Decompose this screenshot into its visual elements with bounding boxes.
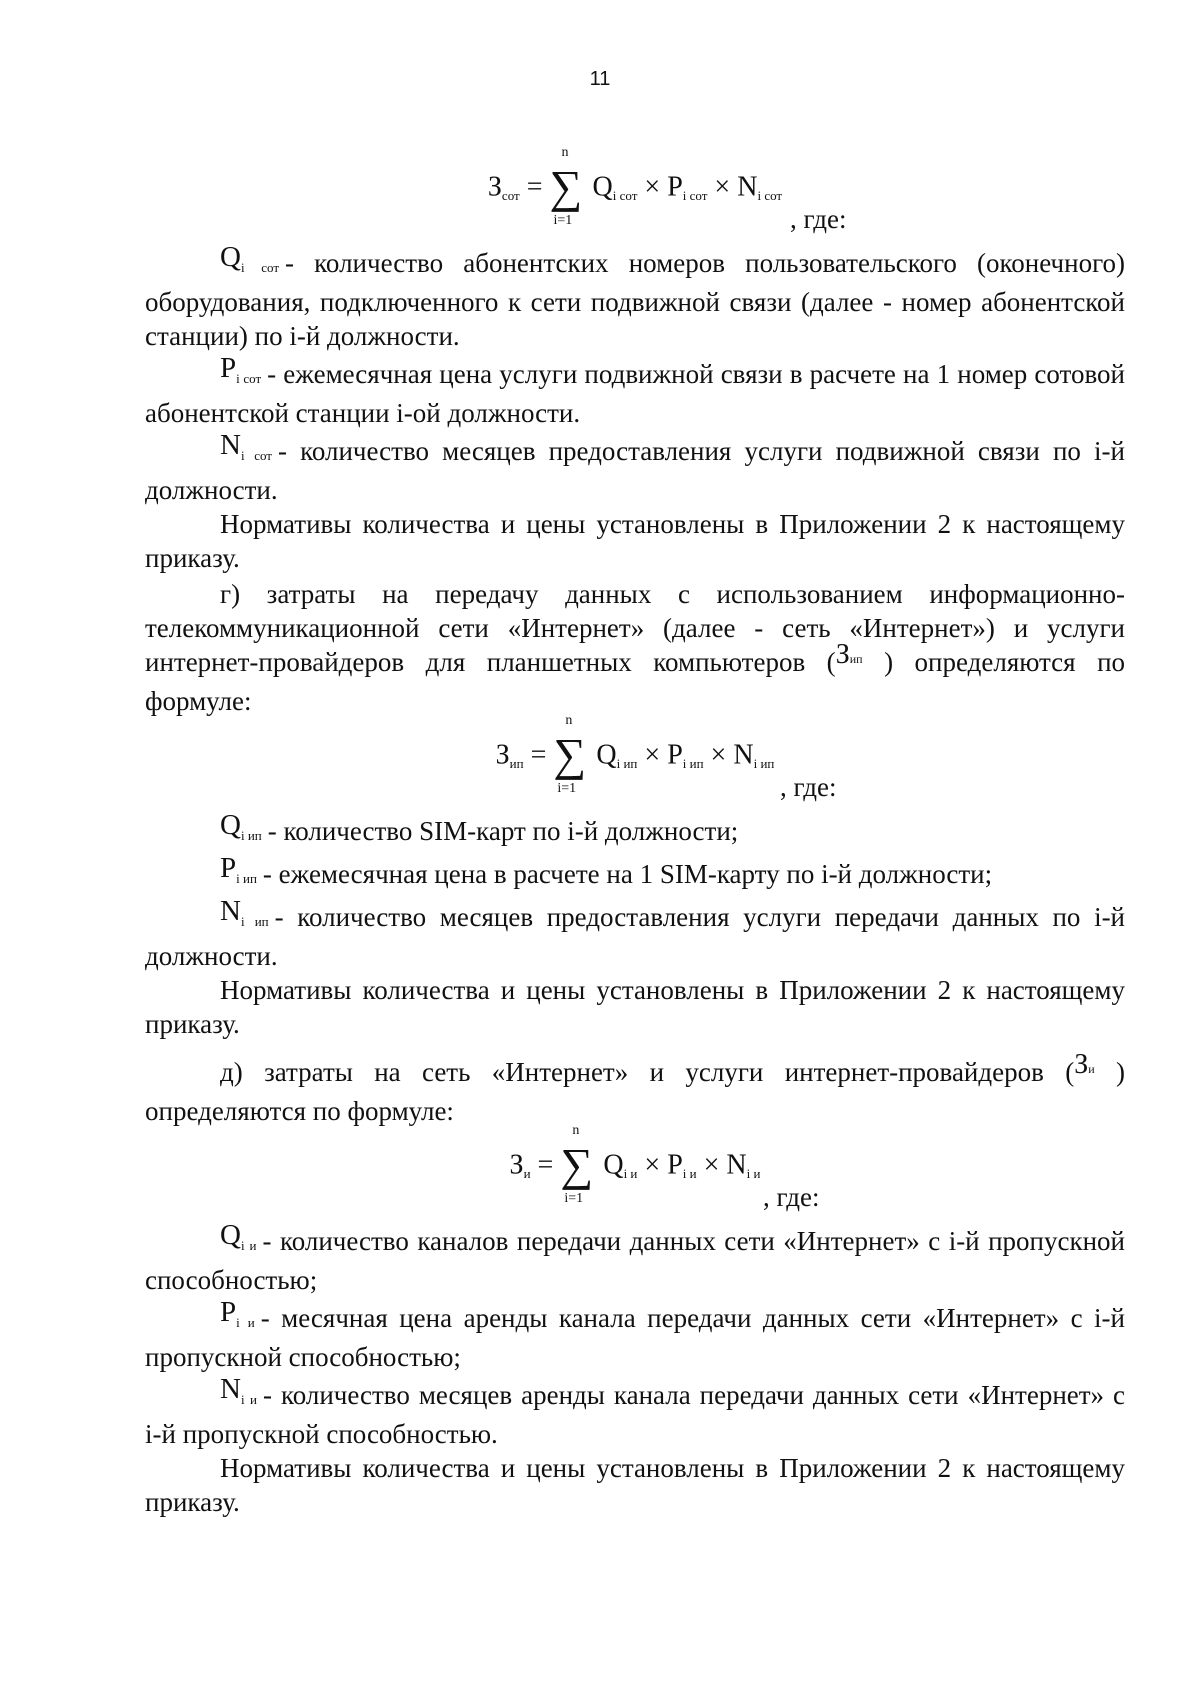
- sum-operator: [553, 712, 589, 796]
- definition-q-i: [145, 1219, 1126, 1297]
- def-text: - количество абонентских номеров пользовательского (оконечного) оборудования, подключенного к сети подвижной связи (далее - номер абонентской станции) по i-й должности.: [145, 248, 1125, 351]
- section-d-text-after: ) определяются по формуле:: [145, 1057, 1126, 1126]
- sigma-symbol: ∑: [553, 728, 587, 780]
- def-text: - количество месяцев аренды канала передачи данных сети «Интернет» с i-й пропускной способностью.: [145, 1380, 1126, 1449]
- sum-lower-limit: i=1: [557, 780, 577, 796]
- def-var-sub: i сот: [236, 371, 262, 386]
- norms-paragraph-1: Нормативы количества и цены установлены в Приложении 2 к настоящему приказу.: [145, 509, 1125, 573]
- sigma-symbol: ∑: [560, 1138, 594, 1190]
- definition-n-cot: [145, 429, 1125, 507]
- formula-var-p-sub: i сот: [682, 187, 708, 203]
- def-var-sub: i ип: [240, 914, 269, 929]
- times-sign: ×: [644, 171, 668, 203]
- def-var: Q: [220, 241, 241, 273]
- def-var-sub: i и: [240, 1392, 257, 1407]
- def-var: P: [220, 852, 237, 884]
- section-g-var-sub: ип: [849, 652, 863, 666]
- sum-upper-limit: n: [572, 1122, 580, 1138]
- sum-upper-limit: n: [561, 144, 569, 160]
- formula-result-sub: и: [523, 1165, 531, 1181]
- formula-internet-provider: [145, 712, 1125, 810]
- formula-var-n: N: [726, 1149, 747, 1181]
- definition-p-cot: [145, 352, 1125, 430]
- norms-paragraph-2: Нормативы количества и цены установлены в Приложении 2 к настоящему приказу.: [145, 975, 1125, 1039]
- def-text: - количество каналов передачи данных сети «Интернет» с i-й пропускной способностью;: [145, 1226, 1126, 1295]
- times-sign: ×: [703, 1149, 727, 1181]
- sum-upper-limit: n: [565, 712, 573, 728]
- section-d-text: д) затраты на сеть «Интернет» и услуги интернет-провайдеров (: [220, 1057, 1075, 1087]
- def-var: Q: [220, 809, 241, 841]
- formula-result-sub: сот: [501, 187, 520, 203]
- def-var: Q: [220, 1219, 241, 1251]
- formula-where: , где:: [763, 1182, 820, 1212]
- formula-var-n: N: [733, 739, 754, 771]
- def-var: N: [220, 895, 241, 927]
- def-var-sub: i ип: [236, 871, 257, 886]
- formula-result: З: [487, 171, 502, 203]
- times-sign: ×: [644, 1149, 668, 1181]
- sigma-symbol: ∑: [549, 160, 583, 212]
- def-var-sub: i сот: [240, 260, 280, 275]
- formula-var-q-sub: i и: [623, 1165, 638, 1181]
- def-var: N: [220, 429, 241, 461]
- sum-lower-limit: i=1: [553, 212, 573, 228]
- def-text: - количество месяцев предоставления услуги передачи данных по i-й должности.: [145, 902, 1126, 971]
- equals-sign: =: [530, 739, 554, 771]
- sum-lower-limit: i=1: [564, 1190, 584, 1206]
- times-sign: ×: [714, 171, 738, 203]
- definition-p-i: [145, 1296, 1125, 1374]
- formula-result-sub: ип: [509, 755, 524, 771]
- formula-var-q: Q: [592, 171, 613, 203]
- section-g-text: г) затраты на передачу данных с использованием информационно-телекоммуникационной сети «Интернет» (далее - сеть «Интернет») и услуги интернет-провайдеров для планшетных компьютеров (: [145, 579, 1125, 677]
- formula-where: , где:: [780, 772, 837, 802]
- formula-cellular: [145, 144, 1125, 242]
- formula-var-n: N: [737, 171, 758, 203]
- def-text: - ежемесячная цена в расчете на 1 SIM-карту по i-й должности;: [262, 859, 993, 889]
- def-var-sub: i и: [240, 1238, 257, 1253]
- section-d-var: З: [1074, 1049, 1089, 1080]
- section-g-paragraph: [145, 577, 1125, 718]
- formula-var-n-sub: i сот: [757, 187, 783, 203]
- formula-var-q: Q: [603, 1149, 624, 1181]
- formula-var-p: P: [667, 1149, 683, 1181]
- def-var: P: [220, 352, 237, 384]
- def-var-sub: i и: [236, 1315, 255, 1330]
- section-d-var-sub: и: [1088, 1062, 1095, 1076]
- def-var: P: [220, 1296, 237, 1328]
- document-body: [145, 144, 1126, 1519]
- formula-var-p: P: [667, 739, 683, 771]
- section-g-var: З: [835, 639, 850, 670]
- times-sign: ×: [710, 739, 734, 771]
- formula-var-p-sub: i и: [682, 1165, 697, 1181]
- definition-n-ip: [145, 895, 1126, 973]
- definition-n-i: [145, 1373, 1126, 1451]
- def-text: - месячная цена аренды канала передачи данных сети «Интернет» с i-й пропускной способностью;: [145, 1303, 1125, 1372]
- def-text: - количество SIM-карт по i-й должности;: [267, 816, 739, 846]
- equals-sign: =: [537, 1149, 561, 1181]
- def-var-sub: i сот: [240, 448, 272, 463]
- formula-var-n-sub: i и: [746, 1165, 761, 1181]
- definition-q-ip: [145, 809, 1125, 853]
- sum-operator: [549, 144, 586, 228]
- section-g-text-after: ) определяются по формуле:: [145, 647, 1126, 716]
- formula-var-q-sub: i сот: [612, 187, 638, 203]
- formula-var-q: Q: [596, 739, 617, 771]
- definition-p-ip: [145, 852, 1125, 896]
- formula-var-n-sub: i ип: [753, 755, 775, 771]
- def-var: N: [220, 1373, 241, 1405]
- formula-var-p-sub: i ип: [682, 755, 704, 771]
- times-sign: ×: [644, 739, 668, 771]
- equals-sign: =: [526, 171, 550, 203]
- formula-internet: [145, 1122, 1125, 1220]
- def-text: - ежемесячная цена услуги подвижной связи в расчете на 1 номер сотовой абонентской станции i-ой должности.: [145, 359, 1125, 428]
- definition-q-cot: [145, 241, 1125, 353]
- def-text: - количество месяцев предоставления услуги подвижной связи по i-й должности.: [145, 436, 1125, 505]
- def-var-sub: i ип: [240, 828, 262, 843]
- formula-result: З: [495, 739, 510, 771]
- formula-result: З: [509, 1149, 524, 1181]
- page-number: 11: [589, 68, 611, 90]
- formula-var-p: P: [667, 171, 683, 203]
- sum-operator: [560, 1122, 596, 1206]
- norms-paragraph-3: Нормативы количества и цены установлены в Приложении 2 к настоящему приказу.: [145, 1453, 1125, 1517]
- formula-var-q-sub: i ип: [616, 755, 638, 771]
- formula-where: , где:: [790, 204, 847, 234]
- section-d-paragraph: [145, 1049, 1126, 1128]
